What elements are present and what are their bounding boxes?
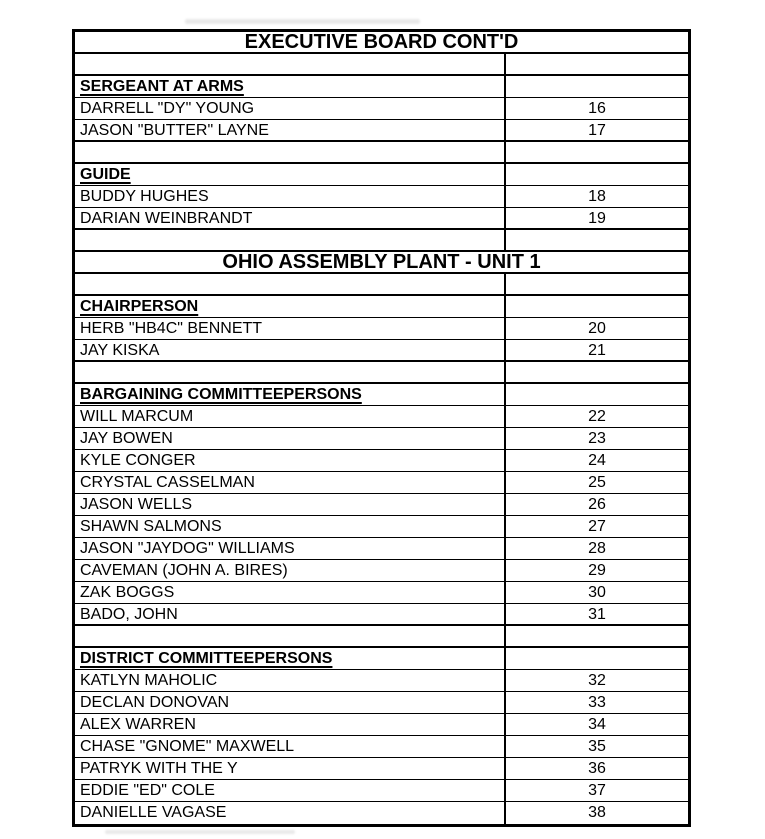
roster-table — [72, 29, 691, 827]
member-name: BUDDY HUGHES — [75, 186, 506, 207]
member-name: JASON "JAYDOG" WILLIAMS — [75, 538, 506, 559]
spacer-number-cell — [506, 230, 688, 250]
member-row — [75, 494, 688, 516]
spacer-number-cell — [506, 54, 688, 74]
member-name: WILL MARCUM — [75, 406, 506, 427]
member-name: KATLYN MAHOLIC — [75, 670, 506, 691]
member-number: 17 — [588, 122, 606, 139]
spacer-row — [75, 274, 688, 296]
member-number: 27 — [588, 518, 606, 535]
member-row — [75, 560, 688, 582]
member-row — [75, 802, 688, 824]
member-number: 31 — [588, 606, 606, 623]
section-header-row — [75, 164, 688, 186]
spacer-row — [75, 362, 688, 384]
section-title: GUIDE — [80, 166, 131, 183]
spacer-row — [75, 626, 688, 648]
section-header-row — [75, 384, 688, 406]
member-row — [75, 516, 688, 538]
member-name: JAY BOWEN — [75, 428, 506, 449]
spacer-name-cell — [75, 626, 506, 646]
section-header-row — [75, 296, 688, 318]
member-number: 36 — [588, 760, 606, 777]
member-name: ZAK BOGGS — [75, 582, 506, 603]
spacer-number-cell — [506, 142, 688, 162]
member-row — [75, 670, 688, 692]
member-row — [75, 736, 688, 758]
section-title-cell — [75, 648, 506, 669]
section-title: CHAIRPERSON — [80, 298, 199, 315]
spacer-number-cell — [506, 274, 688, 294]
spacer-name-cell — [75, 230, 506, 250]
member-row — [75, 538, 688, 560]
member-row — [75, 208, 688, 230]
spacer-number-cell — [506, 626, 688, 646]
member-number: 23 — [588, 430, 606, 447]
member-name: ALEX WARREN — [75, 714, 506, 735]
section-title-cell — [75, 296, 506, 317]
member-name: JASON WELLS — [75, 494, 506, 515]
member-number: 16 — [588, 100, 606, 117]
table-title: EXECUTIVE BOARD CONT'D — [244, 32, 519, 52]
member-name: JAY KISKA — [75, 340, 506, 360]
member-number: 30 — [588, 584, 606, 601]
scan-artifact — [185, 19, 420, 24]
member-number: 33 — [588, 694, 606, 711]
member-number: 34 — [588, 716, 606, 733]
member-name: PATRYK WITH THE Y — [75, 758, 506, 779]
member-number: 25 — [588, 474, 606, 491]
table-title: OHIO ASSEMBLY PLANT - UNIT 1 — [222, 252, 541, 272]
scan-artifact — [105, 830, 295, 834]
member-row — [75, 186, 688, 208]
member-number: 26 — [588, 496, 606, 513]
spacer-name-cell — [75, 362, 506, 382]
section-title: SERGEANT AT ARMS — [80, 78, 244, 95]
member-name: KYLE CONGER — [75, 450, 506, 471]
table-title-row — [75, 252, 688, 274]
member-number: 37 — [588, 782, 606, 799]
member-name: DARRELL "DY" YOUNG — [75, 98, 506, 119]
member-number: 24 — [588, 452, 606, 469]
member-name: DANIELLE VAGASE — [75, 802, 506, 824]
section-number-cell — [506, 296, 688, 317]
member-name: EDDIE "ED" COLE — [75, 780, 506, 801]
member-row — [75, 318, 688, 340]
section-number-cell — [506, 76, 688, 97]
member-number: 18 — [588, 188, 606, 205]
member-row — [75, 758, 688, 780]
member-row — [75, 692, 688, 714]
member-number: 38 — [588, 804, 606, 821]
member-name: DECLAN DONOVAN — [75, 692, 506, 713]
section-number-cell — [506, 648, 688, 669]
member-row — [75, 406, 688, 428]
spacer-name-cell — [75, 274, 506, 294]
section-title: BARGAINING COMMITTEEPERSONS — [80, 386, 362, 403]
member-number: 35 — [588, 738, 606, 755]
member-name: JASON "BUTTER" LAYNE — [75, 120, 506, 140]
member-row — [75, 604, 688, 626]
member-number: 21 — [588, 342, 606, 359]
member-number: 22 — [588, 408, 606, 425]
member-row — [75, 450, 688, 472]
member-name: CAVEMAN (JOHN A. BIRES) — [75, 560, 506, 581]
member-number: 29 — [588, 562, 606, 579]
member-name: CHASE "GNOME" MAXWELL — [75, 736, 506, 757]
member-name: BADO, JOHN — [75, 604, 506, 624]
member-number: 19 — [588, 210, 606, 227]
member-row — [75, 98, 688, 120]
spacer-row — [75, 54, 688, 76]
member-row — [75, 340, 688, 362]
section-header-row — [75, 648, 688, 670]
section-number-cell — [506, 384, 688, 405]
section-title-cell — [75, 164, 506, 185]
spacer-row — [75, 142, 688, 164]
member-row — [75, 582, 688, 604]
spacer-name-cell — [75, 54, 506, 74]
member-name: CRYSTAL CASSELMAN — [75, 472, 506, 493]
spacer-row — [75, 230, 688, 252]
member-row — [75, 472, 688, 494]
member-number: 28 — [588, 540, 606, 557]
member-row — [75, 714, 688, 736]
section-title-cell — [75, 384, 506, 405]
member-row — [75, 780, 688, 802]
member-name: DARIAN WEINBRANDT — [75, 208, 506, 228]
member-row — [75, 428, 688, 450]
table-title-row — [75, 32, 688, 54]
member-name: HERB "HB4C" BENNETT — [75, 318, 506, 339]
member-number: 20 — [588, 320, 606, 337]
member-name: SHAWN SALMONS — [75, 516, 506, 537]
spacer-name-cell — [75, 142, 506, 162]
member-row — [75, 120, 688, 142]
section-title-cell — [75, 76, 506, 97]
section-title: DISTRICT COMMITTEEPERSONS — [80, 650, 333, 667]
section-number-cell — [506, 164, 688, 185]
spacer-number-cell — [506, 362, 688, 382]
section-header-row — [75, 76, 688, 98]
member-number: 32 — [588, 672, 606, 689]
